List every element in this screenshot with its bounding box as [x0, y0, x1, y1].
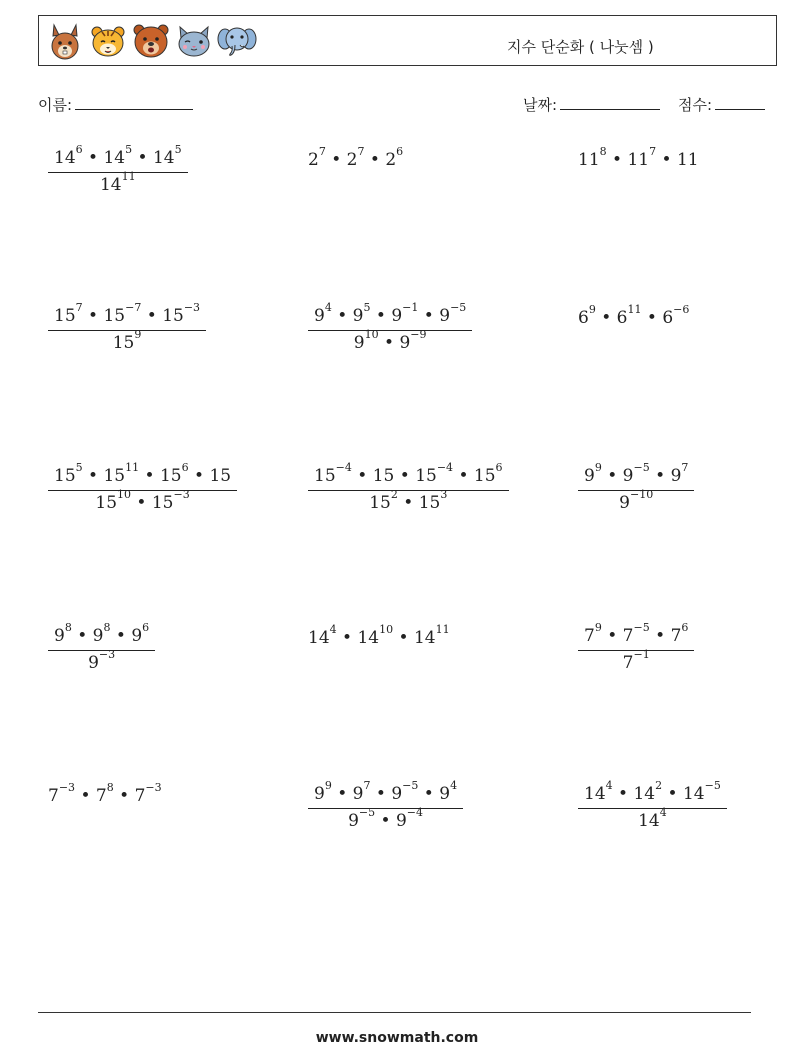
base: 7: [48, 786, 59, 806]
base: 9: [88, 653, 99, 673]
multiply-dot: •: [418, 306, 440, 326]
exponent: −4: [406, 806, 423, 820]
problem-10: [48, 621, 155, 673]
fraction: [48, 301, 206, 353]
base: 9: [348, 811, 359, 831]
base: 15: [151, 493, 174, 513]
power-term: [633, 779, 663, 804]
exponent: 6: [681, 621, 689, 635]
multiply-dot: •: [649, 626, 671, 646]
power-term: [662, 303, 690, 328]
multiply-dot: •: [662, 784, 683, 804]
power-term: [357, 623, 394, 648]
problem-2: [308, 145, 404, 170]
numerator: [48, 301, 206, 331]
base: 11: [627, 150, 650, 170]
base: 15: [103, 306, 126, 326]
exponent: 5: [174, 143, 182, 157]
multiply-dot: •: [336, 628, 358, 648]
denominator: [578, 488, 694, 513]
base: 14: [152, 148, 175, 168]
power-term: [670, 461, 689, 486]
power-term: [638, 806, 667, 831]
power-term: [682, 779, 721, 804]
numerator: [48, 461, 237, 491]
base: 15: [473, 466, 496, 486]
score-label: 점수:: [678, 96, 713, 114]
base: 6: [662, 308, 674, 328]
power-term: [314, 301, 332, 326]
power-term: [95, 781, 114, 806]
power-term: [152, 143, 182, 168]
power-term: [353, 328, 379, 353]
base: 15: [314, 466, 336, 486]
power-term: [439, 779, 458, 804]
multiply-dot: •: [110, 626, 132, 646]
denominator: [48, 488, 237, 513]
power-term: [92, 621, 111, 646]
multiply-dot: •: [601, 466, 623, 486]
base: 14: [682, 784, 705, 804]
base: 9: [584, 466, 595, 486]
fraction: [48, 461, 237, 513]
numerator: [578, 779, 727, 809]
base: 14: [638, 811, 660, 831]
power-term: [131, 621, 150, 646]
exponent: 11: [627, 303, 642, 317]
base: 14: [103, 148, 126, 168]
exponent: 5: [363, 301, 371, 315]
numerator: [308, 779, 463, 809]
denominator: [308, 328, 472, 353]
fraction: [48, 621, 155, 673]
base: 9: [619, 493, 630, 513]
base: 15: [162, 306, 184, 326]
multiply-dot: •: [595, 308, 617, 328]
power-term: [616, 303, 642, 328]
cat-icon: [174, 21, 214, 61]
multiply-dot: •: [82, 466, 104, 486]
base: 15: [112, 333, 135, 353]
base: 15: [209, 466, 232, 486]
base: 11: [676, 150, 699, 170]
problem-6: [578, 303, 690, 328]
date-label: 날짜:: [523, 96, 558, 114]
name-blank[interactable]: [75, 95, 193, 110]
power-term: [103, 301, 142, 326]
base: 14: [308, 628, 330, 648]
fraction: [578, 779, 727, 831]
date-blank[interactable]: [560, 95, 660, 110]
exponent: −3: [173, 488, 190, 502]
base: 15: [54, 306, 76, 326]
score-blank[interactable]: [715, 95, 765, 110]
base: 9: [314, 784, 325, 804]
base: 14: [413, 628, 436, 648]
exponent: 9: [324, 779, 332, 793]
exponent: 2: [655, 779, 663, 793]
exponent: 8: [103, 621, 111, 635]
multiply-dot: •: [139, 466, 160, 486]
exponent: 7: [75, 301, 83, 315]
power-term: [134, 781, 162, 806]
base: 9: [439, 306, 451, 326]
power-term: [352, 301, 371, 326]
exponent: −5: [358, 806, 376, 820]
animal-icons: [45, 21, 257, 61]
exponent: 6: [181, 461, 189, 475]
exponent: 7: [357, 145, 365, 159]
exponent: −3: [145, 781, 162, 795]
power-term: [54, 461, 83, 486]
power-term: [112, 328, 142, 353]
name-label: 이름:: [38, 96, 73, 114]
denominator: [48, 328, 206, 353]
power-term: [670, 621, 689, 646]
numerator: [48, 143, 188, 173]
base: 2: [385, 150, 397, 170]
fraction: [308, 779, 463, 831]
denominator: [48, 170, 188, 195]
power-term: [385, 145, 404, 170]
exponent: −3: [58, 781, 76, 795]
power-term: [399, 328, 427, 353]
power-term: [418, 488, 448, 513]
denominator: [578, 648, 694, 673]
exponent: 6: [396, 145, 404, 159]
exponent: −5: [633, 621, 650, 635]
base: 9: [54, 626, 65, 646]
power-term: [584, 779, 613, 804]
exponent: −5: [402, 779, 419, 793]
power-term: [314, 779, 332, 804]
power-term: [54, 301, 83, 326]
exponent: 11: [435, 623, 450, 637]
exponent: 4: [659, 806, 667, 820]
exponent: 8: [64, 621, 72, 635]
power-term: [103, 143, 133, 168]
exponent: −9: [410, 328, 427, 342]
problem-4: [48, 301, 206, 353]
exponent: 9: [588, 303, 596, 317]
base: 14: [584, 784, 606, 804]
exponent: 10: [379, 623, 394, 637]
multiply-dot: •: [370, 306, 392, 326]
problem-3: [578, 145, 699, 170]
base: 14: [357, 628, 380, 648]
multiply-dot: •: [131, 493, 152, 513]
power-term: [391, 779, 419, 804]
base: 2: [308, 150, 319, 170]
multiply-dot: •: [188, 466, 210, 486]
power-term: [308, 623, 337, 648]
power-term: [373, 466, 395, 486]
exponent: 7: [363, 779, 371, 793]
power-term: [622, 621, 650, 646]
multiply-dot: •: [113, 786, 135, 806]
power-term: [209, 466, 231, 486]
multiply-dot: •: [612, 784, 634, 804]
power-term: [103, 461, 140, 486]
power-term: [584, 621, 602, 646]
power-term: [584, 461, 602, 486]
base: 15: [95, 493, 118, 513]
base: 9: [352, 784, 364, 804]
exponent: 9: [594, 621, 602, 635]
problem-9: [578, 461, 694, 513]
exponent: 9: [594, 461, 602, 475]
power-term: [395, 806, 423, 831]
multiply-dot: •: [82, 148, 104, 168]
power-term: [677, 150, 699, 170]
base: 15: [159, 466, 182, 486]
power-term: [99, 170, 136, 195]
power-term: [622, 461, 650, 486]
base: 7: [134, 786, 146, 806]
exponent: −1: [633, 648, 650, 662]
base: 7: [670, 626, 682, 646]
problem-5: [308, 301, 472, 353]
power-term: [391, 301, 419, 326]
denominator: [48, 648, 155, 673]
exponent: 3: [440, 488, 448, 502]
power-term: [54, 621, 72, 646]
denominator: [578, 806, 727, 831]
multiply-dot: •: [394, 466, 416, 486]
exponent: 6: [75, 143, 83, 157]
fraction: [578, 621, 694, 673]
base: 9: [352, 306, 364, 326]
exponent: −10: [630, 488, 654, 502]
power-term: [308, 145, 326, 170]
footer-divider: [38, 1012, 751, 1013]
exponent: −5: [704, 779, 721, 793]
power-term: [619, 488, 654, 513]
power-term: [627, 145, 657, 170]
power-term: [162, 301, 201, 326]
multiply-dot: •: [649, 466, 671, 486]
power-term: [369, 488, 398, 513]
exponent: 7: [681, 461, 689, 475]
multiply-dot: •: [641, 308, 663, 328]
multiply-dot: •: [71, 626, 93, 646]
multiply-dot: •: [601, 626, 623, 646]
power-term: [578, 303, 596, 328]
base: 15: [372, 466, 395, 486]
exponent: −5: [633, 461, 650, 475]
numerator: [308, 461, 509, 491]
base: 6: [578, 308, 589, 328]
tiger-icon: [88, 21, 128, 61]
base: 14: [54, 148, 76, 168]
elephant-icon: [217, 21, 257, 61]
base: 7: [584, 626, 595, 646]
squirrel-icon: [45, 21, 85, 61]
multiply-dot: •: [325, 150, 347, 170]
problem-14: [308, 779, 463, 831]
bear-icon: [131, 21, 171, 61]
base: 9: [395, 811, 407, 831]
base: 15: [54, 466, 76, 486]
base: 15: [369, 493, 391, 513]
base: 9: [399, 333, 411, 353]
exponent: −7: [125, 301, 142, 315]
exponent: 6: [142, 621, 150, 635]
exponent: 7: [318, 145, 326, 159]
problem-13: [48, 781, 162, 806]
fraction: [48, 143, 188, 195]
problem-11: [308, 623, 450, 648]
worksheet-header: [38, 15, 777, 66]
multiply-dot: •: [375, 811, 396, 831]
power-term: [159, 461, 189, 486]
power-term: [578, 145, 607, 170]
denominator: [308, 488, 509, 513]
exponent: 4: [324, 301, 332, 315]
base: 9: [391, 306, 403, 326]
exponent: −4: [335, 461, 352, 475]
date-field: [523, 94, 660, 115]
power-term: [314, 461, 352, 486]
multiply-dot: •: [351, 466, 373, 486]
exponent: 11: [125, 461, 140, 475]
fraction: [578, 461, 694, 513]
exponent: 9: [134, 328, 142, 342]
exponent: 2: [390, 488, 398, 502]
power-term: [151, 488, 190, 513]
multiply-dot: •: [418, 784, 440, 804]
worksheet-title: 지수 단순화 ( 나눗셈 ): [507, 38, 654, 56]
base: 15: [103, 466, 126, 486]
fraction: [308, 461, 509, 513]
exponent: 6: [495, 461, 503, 475]
score-field: [678, 94, 765, 115]
base: 9: [622, 466, 634, 486]
exponent: 4: [605, 779, 613, 793]
power-term: [415, 461, 454, 486]
power-term: [473, 461, 503, 486]
exponent: 10: [364, 328, 379, 342]
power-term: [413, 623, 450, 648]
multiply-dot: •: [331, 784, 353, 804]
name-field: [38, 94, 193, 115]
denominator: [308, 806, 463, 831]
exponent: −3: [183, 301, 201, 315]
problem-15: [578, 779, 727, 831]
base: 11: [578, 150, 600, 170]
footer-url: www.snowmath.com: [315, 1030, 479, 1046]
exponent: 5: [75, 461, 83, 475]
multiply-dot: •: [378, 333, 400, 353]
multiply-dot: •: [132, 148, 153, 168]
power-term: [54, 143, 83, 168]
multiply-dot: •: [656, 150, 677, 170]
multiply-dot: •: [82, 306, 104, 326]
multiply-dot: •: [453, 466, 474, 486]
exponent: −5: [450, 301, 467, 315]
power-term: [95, 488, 132, 513]
base: 7: [622, 653, 634, 673]
exponent: 8: [599, 145, 607, 159]
multiply-dot: •: [606, 150, 628, 170]
exponent: −6: [673, 303, 690, 317]
multiply-dot: •: [397, 493, 419, 513]
multiply-dot: •: [141, 306, 163, 326]
base: 15: [418, 493, 441, 513]
base: 15: [415, 466, 437, 486]
base: 9: [131, 626, 143, 646]
exponent: −3: [98, 648, 116, 662]
fraction: [308, 301, 472, 353]
base: 7: [622, 626, 634, 646]
base: 9: [670, 466, 682, 486]
base: 6: [616, 308, 628, 328]
power-term: [48, 781, 76, 806]
base: 2: [346, 150, 358, 170]
problem-12: [578, 621, 694, 673]
base: 9: [391, 784, 403, 804]
power-term: [439, 301, 467, 326]
exponent: 5: [125, 143, 133, 157]
base: 14: [99, 175, 122, 195]
exponent: 8: [106, 781, 114, 795]
base: 9: [92, 626, 104, 646]
problem-8: [308, 461, 509, 513]
multiply-dot: •: [364, 150, 386, 170]
power-term: [346, 145, 365, 170]
problem-7: [48, 461, 237, 513]
multiply-dot: •: [331, 306, 353, 326]
exponent: 7: [649, 145, 657, 159]
power-term: [348, 806, 376, 831]
base: 9: [353, 333, 365, 353]
multiply-dot: •: [75, 786, 96, 806]
power-term: [88, 648, 116, 673]
exponent: −4: [436, 461, 454, 475]
power-term: [622, 648, 650, 673]
power-term: [352, 779, 371, 804]
exponent: 4: [329, 623, 337, 637]
multiply-dot: •: [370, 784, 392, 804]
exponent: 11: [121, 170, 136, 184]
base: 14: [633, 784, 656, 804]
base: 7: [95, 786, 107, 806]
exponent: −1: [402, 301, 419, 315]
exponent: 4: [450, 779, 458, 793]
base: 9: [314, 306, 325, 326]
multiply-dot: •: [393, 628, 414, 648]
numerator: [308, 301, 472, 331]
problem-1: [48, 143, 188, 195]
base: 9: [439, 784, 451, 804]
exponent: 10: [117, 488, 132, 502]
